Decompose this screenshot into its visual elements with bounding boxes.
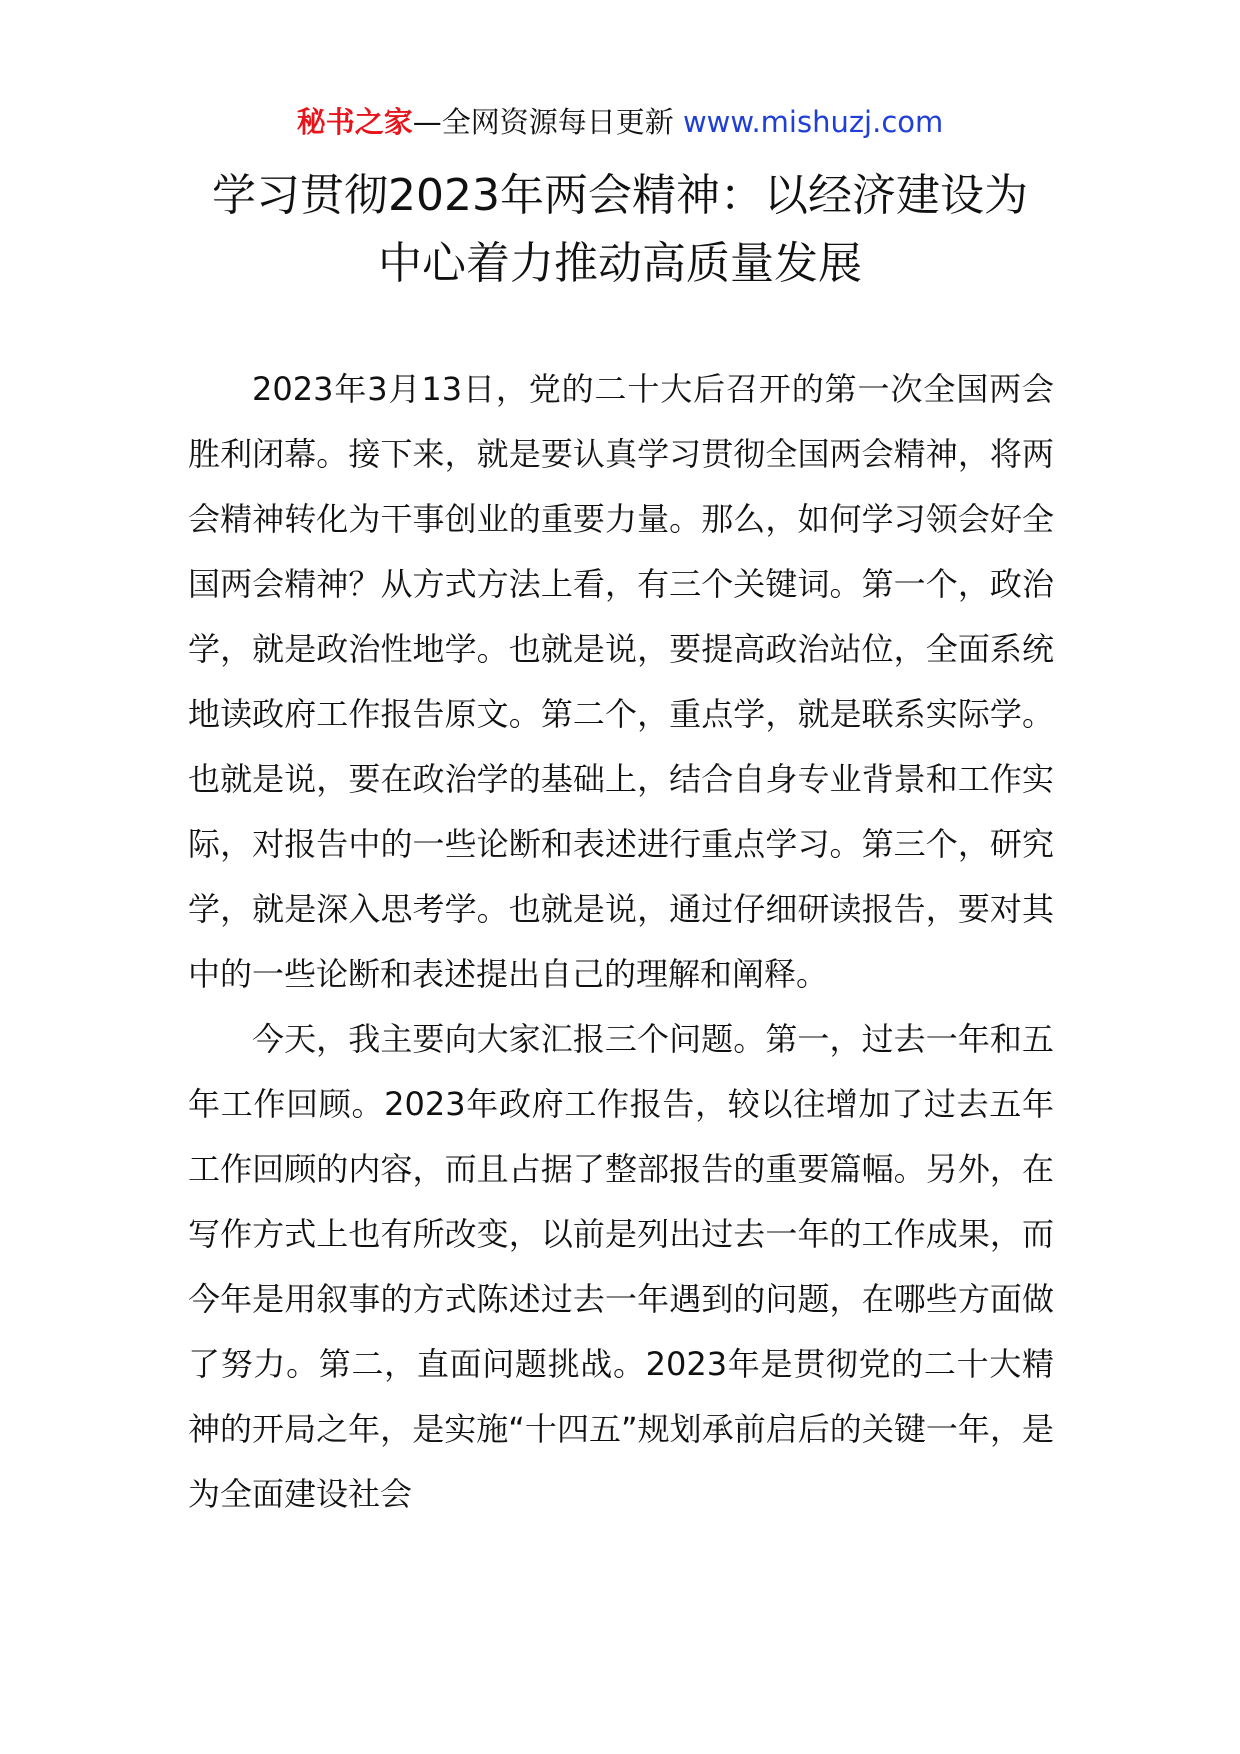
site-slogan: —全网资源每日更新	[412, 105, 683, 139]
document-title	[150, 162, 1090, 298]
title-line-2: 中心着力推动高质量发展	[378, 238, 862, 289]
site-header	[0, 100, 1240, 144]
title-line-1: 学习贯彻2023年两会精神：以经济建设为	[212, 170, 1028, 221]
paragraph-2: 今天，我主要向大家汇报三个问题。第一，过去一年和五年工作回顾。2023年政府工作报告，较以往增加了过去五年工作回顾的内容，而且占据了整部报告的重要篇幅。另外，在写作方式上也有所改变，以前是列出过去一年的工作成果，而今年是用叙事的方式陈述过去一年遇到的问题，在哪些方面做了努力。第二，直面问题挑战。2023年是贯彻党的二十大精神的开局之年，是实施“十四五”规划承前启后的关键一年，是为全面建设社会	[188, 1020, 1054, 1513]
site-url-link[interactable]: www.mishuzj.com	[682, 105, 944, 139]
site-brand: 秘书之家	[296, 105, 413, 139]
paragraph-1: 2023年3月13日，党的二十大后召开的第一次全国两会胜利闭幕。接下来，就是要认真学习贯彻全国两会精神，将两会精神转化为干事创业的重要力量。那么，如何学习领会好全国两会精神？从方式方法上看，有三个关键词。第一个，政治学，就是政治性地学。也就是说，要提高政治站位，全面系统地读政府工作报告原文。第二个，重点学，就是联系实际学。也就是说，要在政治学的基础上，结合自身专业背景和工作实际，对报告中的一些论断和表述进行重点学习。第三个，研究学，就是深入思考学。也就是说，通过仔细研读报告，要对其中的一些论断和表述提出自己的理解和阐释。	[188, 370, 1054, 993]
document-body	[188, 357, 1054, 1527]
